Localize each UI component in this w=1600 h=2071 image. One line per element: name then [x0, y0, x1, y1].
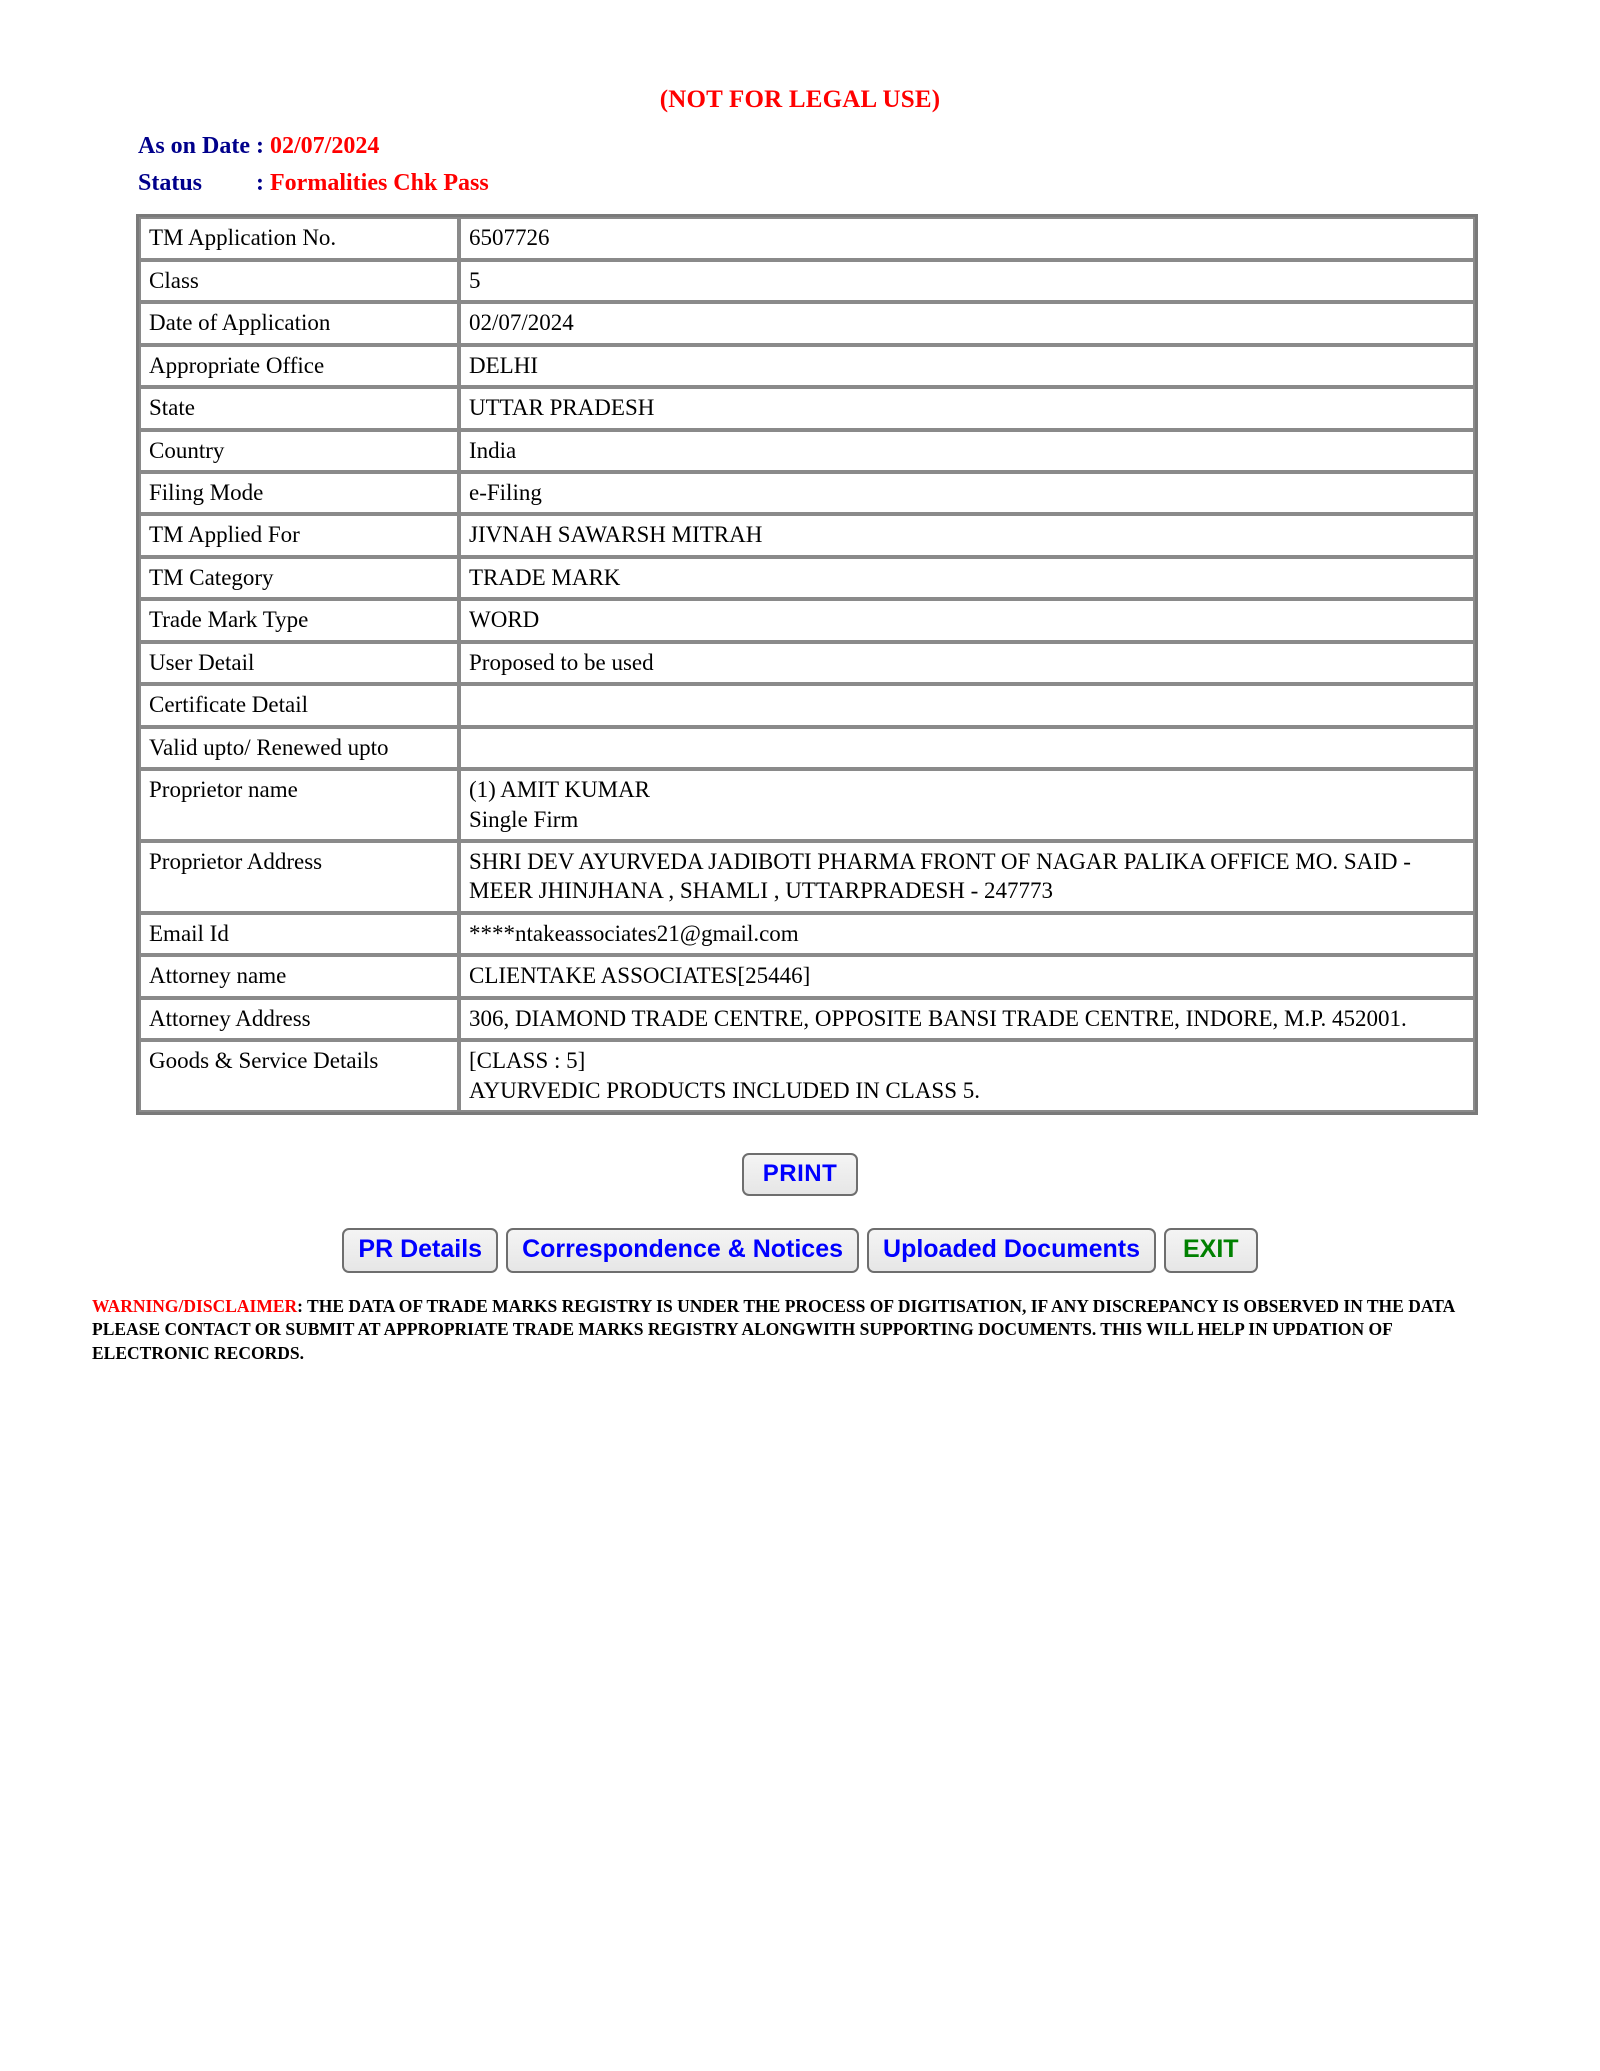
- table-row: [139, 472, 1475, 514]
- field-value-cell: [459, 599, 1475, 641]
- field-value-cell: [459, 841, 1475, 913]
- field-value-empty: [469, 733, 1465, 762]
- table-row: [139, 684, 1475, 726]
- field-label-cell: State: [139, 387, 459, 429]
- trademark-details-body: [139, 217, 1475, 1112]
- field-value-line: WORD: [469, 607, 540, 633]
- field-value-line: SHRI DEV AYURVEDA JADIBOTI PHARMA FRONT OF NAGAR PALIKA OFFICE MO. SAID - MEER JHINJHANA , SHAMLI , UTTARPRADESH - 247773: [469, 848, 1417, 904]
- field-label-cell: Goods & Service Details: [139, 1040, 459, 1112]
- field-label-cell: Email Id: [139, 913, 459, 955]
- pr-details-button[interactable]: PR Details: [342, 1228, 498, 1273]
- status-value: Formalities Chk Pass: [270, 170, 489, 197]
- field-value-line: (1) AMIT KUMAR: [469, 777, 651, 803]
- uploaded-documents-button[interactable]: Uploaded Documents: [867, 1228, 1156, 1273]
- table-row: [139, 642, 1475, 684]
- field-label-cell: User Detail: [139, 642, 459, 684]
- field-value-cell: [459, 642, 1475, 684]
- field-label-cell: Trade Mark Type: [139, 599, 459, 641]
- table-row: [139, 217, 1475, 259]
- field-value-line: TRADE MARK: [469, 564, 621, 590]
- field-label-cell: Date of Application: [139, 302, 459, 344]
- field-value-line: 02/07/2024: [469, 310, 574, 336]
- table-row: [139, 599, 1475, 641]
- field-value-line: 6507726: [469, 225, 550, 251]
- status-label: Status :: [138, 170, 271, 197]
- field-value-cell: [459, 998, 1475, 1040]
- field-label-cell: TM Application No.: [139, 217, 459, 259]
- field-value-line: Proposed to be used: [469, 649, 654, 675]
- table-row: [139, 998, 1475, 1040]
- field-label-cell: Attorney Address: [139, 998, 459, 1040]
- table-row: [139, 345, 1475, 387]
- field-value-line: India: [469, 437, 517, 463]
- field-value-cell: [459, 955, 1475, 997]
- trademark-details-table: [136, 214, 1478, 1115]
- table-row: [139, 1040, 1475, 1112]
- as-on-date-value: 02/07/2024: [270, 133, 380, 159]
- legal-use-banner: (NOT FOR LEGAL USE): [659, 86, 941, 113]
- field-value-cell: [459, 302, 1475, 344]
- field-value-cell: [459, 387, 1475, 429]
- table-row: [139, 260, 1475, 302]
- field-value-cell: [459, 514, 1475, 556]
- field-value-cell: [459, 1040, 1475, 1112]
- field-value-line: 5: [469, 267, 481, 293]
- navigation-button-row: [0, 1228, 1600, 1273]
- print-button-row: [0, 1153, 1600, 1196]
- field-value-line: CLIENTAKE ASSOCIATES[25446]: [469, 963, 811, 989]
- table-row: [139, 727, 1475, 769]
- disclaimer-heading: WARNING/DISCLAIMER: [92, 1296, 298, 1316]
- field-value-empty: [469, 690, 1465, 719]
- print-button[interactable]: PRINT: [742, 1153, 859, 1196]
- table-row: [139, 302, 1475, 344]
- field-value-cell: [459, 913, 1475, 955]
- field-label-cell: Attorney name: [139, 955, 459, 997]
- field-label-cell: Certificate Detail: [139, 684, 459, 726]
- field-value-cell: [459, 345, 1475, 387]
- field-value-line: 306, DIAMOND TRADE CENTRE, OPPOSITE BANSI TRADE CENTRE, INDORE, M.P. 452001.: [469, 1005, 1407, 1031]
- field-value-line: [CLASS : 5]: [469, 1048, 586, 1074]
- table-row: [139, 913, 1475, 955]
- status-line: [138, 165, 1600, 202]
- status-meta-block: [0, 128, 1600, 202]
- field-value-cell: [459, 217, 1475, 259]
- field-label-cell: Proprietor Address: [139, 841, 459, 913]
- field-value-cell: [459, 557, 1475, 599]
- field-value-line: AYURVEDIC PRODUCTS INCLUDED IN CLASS 5.: [469, 1077, 981, 1103]
- field-label-cell: Filing Mode: [139, 472, 459, 514]
- field-value-line: JIVNAH SAWARSH MITRAH: [469, 522, 763, 548]
- disclaimer-body: : THE DATA OF TRADE MARKS REGISTRY IS UNDER THE PROCESS OF DIGITISATION, IF ANY DISCREPANCY IS OBSERVED IN THE DATA PLEASE CONTACT OR SUBMIT AT APPROPRIATE TRADE MARKS REGISTRY ALONGWITH SUPPORTING DOCUMENTS. THIS WILL HELP IN UPDATION OF ELECTRONIC RECORDS.: [92, 1296, 1455, 1363]
- field-value-cell: [459, 727, 1475, 769]
- warning-disclaimer: [0, 1295, 1600, 1365]
- field-label-cell: Class: [139, 260, 459, 302]
- field-value-line: UTTAR PRADESH: [469, 395, 655, 421]
- field-value-cell: [459, 769, 1475, 841]
- field-label-cell: Proprietor name: [139, 769, 459, 841]
- field-value-line: e-Filing: [469, 480, 542, 505]
- trademark-details-table-wrapper: [0, 214, 1600, 1115]
- field-label-cell: Valid upto/ Renewed upto: [139, 727, 459, 769]
- field-label-cell: Country: [139, 430, 459, 472]
- table-row: [139, 955, 1475, 997]
- field-label-cell: TM Applied For: [139, 514, 459, 556]
- table-row: [139, 841, 1475, 913]
- field-label-cell: Appropriate Office: [139, 345, 459, 387]
- field-value-cell: [459, 260, 1475, 302]
- table-row: [139, 769, 1475, 841]
- exit-button[interactable]: EXIT: [1164, 1228, 1258, 1273]
- correspondence-notices-button[interactable]: Correspondence & Notices: [506, 1228, 859, 1273]
- field-value-line: Single Firm: [469, 806, 579, 832]
- field-value-cell: [459, 472, 1475, 514]
- table-row: [139, 557, 1475, 599]
- field-label-cell: TM Category: [139, 557, 459, 599]
- field-value-line: ****ntakeassociates21@gmail.com: [469, 920, 799, 946]
- table-row: [139, 514, 1475, 556]
- as-on-date-line: [138, 128, 1600, 165]
- field-value-line: DELHI: [469, 352, 538, 378]
- field-value-cell: [459, 684, 1475, 726]
- table-row: [139, 430, 1475, 472]
- table-row: [139, 387, 1475, 429]
- as-on-date-label: As on Date :: [138, 133, 270, 159]
- field-value-cell: [459, 430, 1475, 472]
